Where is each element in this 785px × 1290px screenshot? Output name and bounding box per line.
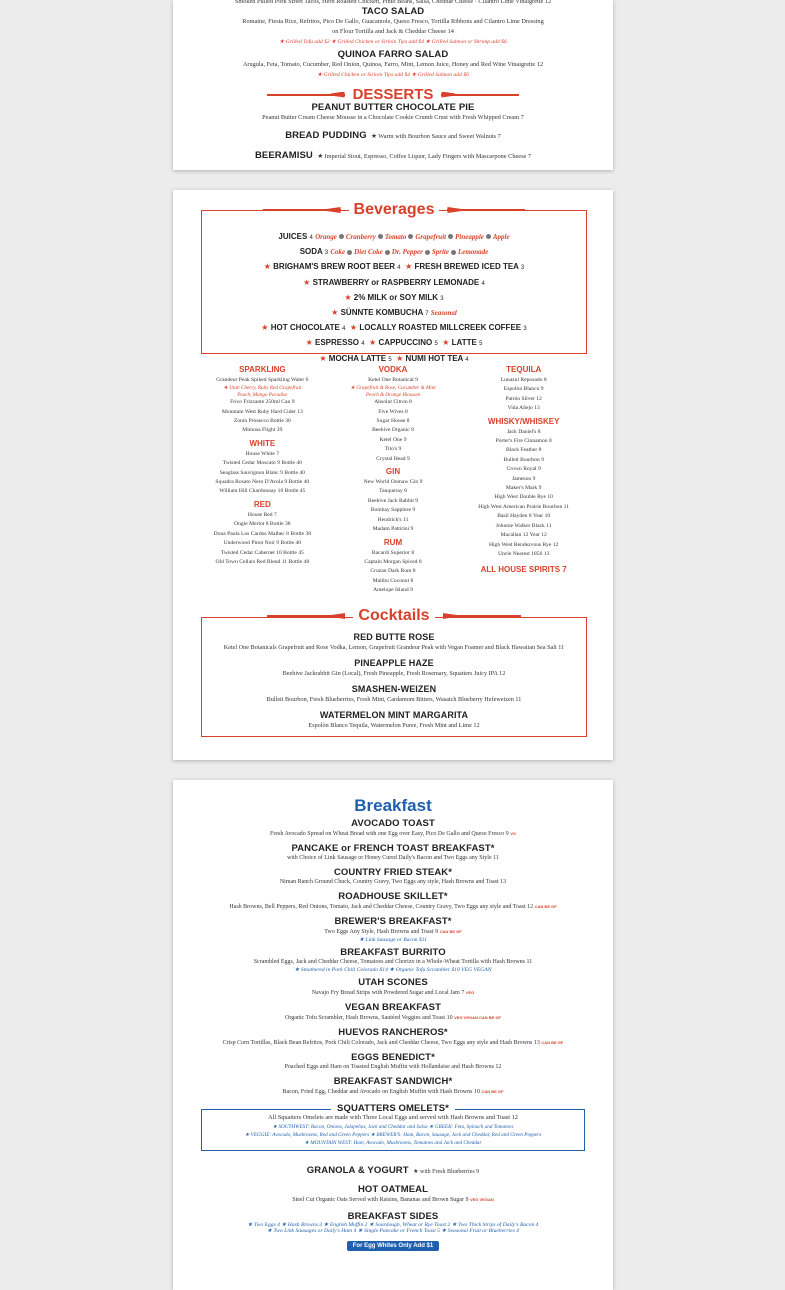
menu-page-salads-desserts [173,0,613,170]
omelets-box [201,1103,585,1151]
cocktail-item [202,632,586,652]
beverage-line [202,336,586,351]
beverage-name: NUMI HOT TEA [405,353,464,363]
column-tequila-whisky [458,362,589,596]
bullet-icon [425,250,430,255]
star-icon: ★ [349,323,358,333]
menu-line: Ketel One Botanical 9 [368,377,418,383]
menu-line: Madam Pattirini 9 [372,526,414,533]
taco-salad-desc2: on Flour Tortilla and Jack & Cheddar Cheese 14 [332,28,454,35]
section-title: RUM [383,537,403,547]
breakfast-item-name: UTAH SCONES [358,977,428,988]
breakfast-item-name: PANCAKE or FRENCH TOAST BREAKFAST* [291,843,495,854]
bullet-icon [486,234,491,239]
breakfast-item [173,916,613,943]
juice-option: Cranberry [345,233,376,241]
breakfast-item-desc: Crisp Corn Tortillas, Black Bean Refritos, Pork Chili Colorado, Jack and Cheddar Cheese, Two Eggs any style and Hash Browns 13 [222,1040,540,1046]
dessert-desc: ★ Warm with Bourbon Sauce and Sweet Walnuts 7 [371,133,501,140]
breakfast-item-desc: Scrambled Eggs, Jack and Cheddar Cheese, Tomatoes and Chorizo in a Whole-Wheat Tortilla with Hash Browns 11 [253,959,533,965]
cocktail-name: RED BUTTE ROSE [353,632,435,642]
menu-line: Ongle Merlot 8 Bottle 38 [234,521,291,528]
breakfast-item [173,1027,613,1048]
breakfast-item-name: GRANOLA & YOGURT [306,1164,409,1176]
juices-line [202,230,586,245]
diet-tag: VEG VEGAN [469,1196,494,1202]
beverage-price: 5 [479,341,483,348]
omelet-options: ★ VEGGIE: Avocado, Mushrooms, Red and Green Peppers ★ BREWER'S: Ham, Bacon, Sausage, Jack and Cheddar, Red and Green Peppers [244,1131,542,1138]
beverage-name: SÜNNTE KOMBUCHA [340,308,423,318]
egg-whites-badge: For Egg Whites Only Add $1 [347,1241,439,1251]
beverage-name: CAPPUCCINO [378,338,433,348]
column-wine [197,362,328,596]
dessert-item [173,125,613,143]
cocktail-name: PINEAPPLE HAZE [354,658,434,668]
star-icon: ★ [405,262,413,272]
beverage-name: BRIGHAM'S BREW ROOT BEER [273,262,396,272]
menu-line: Five Wives 8 [378,408,408,415]
bullet-icon [339,234,344,239]
cocktail-desc: Espolòn Blanco Tequila, Watermelon Puree, Fresh Mint and Lime 12 [308,722,480,729]
menu-line: Seaglass Sauvignon Blanc 9 Bottle 40 [219,469,305,476]
menu-line: Antelope Island 9 [373,587,413,594]
cocktails-box [201,607,587,737]
beverage-name: LOCALLY ROASTED MILLCREEK COFFEE [359,323,522,333]
bullet-icon [451,250,456,255]
breakfast-item-desc: Navajo Fry Bread Strips with Powdered Sugar and Local Jam 7 [311,990,465,996]
beverage-price: 4 [397,265,401,272]
beverage-line [202,306,586,321]
bullet-icon [385,250,390,255]
beverage-price: 4 [361,341,365,348]
dessert-item [173,145,613,163]
section-title: SPARKLING [239,365,286,374]
menu-line: Hendrick's 11 [377,516,409,523]
breakfast-item-desc: with Choice of Link Sausage or Honey Cured Daily's Bacon and Two Eggs any Style 11 [287,855,499,861]
soda-option: Dr. Pepper [391,248,423,257]
dessert-item [173,103,613,123]
beverage-price: 4 [342,326,346,333]
breakfast-item [173,1052,613,1072]
menu-line: Captain Morgan Spiced 8 [364,558,422,565]
star-icon: ★ [303,277,311,287]
dessert-name: BREAD PUDDING [285,130,367,141]
diet-tag: VEG [465,990,475,995]
menu-line: Twisted Cedar Moscato 9 Bottle 40 [222,460,302,467]
star-icon: ★ [331,308,339,318]
diet-tag: CAN BE GF [534,904,557,909]
star-icon: ★ [344,292,352,302]
menu-line: Bacardi Superior 8 [371,549,415,556]
soda-label: SODA [299,247,323,257]
breakfast-sides [173,1211,613,1252]
rule-right [443,615,521,617]
menu-line: Black Feather 8 [505,447,542,454]
breakfast-item-name: AVOCADO TOAST [351,818,435,829]
cocktail-desc: Ketel One Botanicals Grapefruit and Rose Vodka, Lemon, Grapefruit Grandeur Peak with Vegan Foamer and Black Hawaiian Sea Salt 11 [223,644,565,651]
taco-salad-addons: ★ Grilled Tofu add $2 ★ Grilled Chicken or Sirloin Tips add $4 ★ Grilled Salmon or Shrimp add $6 [279,39,507,45]
menu-line: Dona Paula Los Cardos Malbec 8 Bottle 38 [213,530,312,537]
bullet-icon [378,234,383,239]
soda-option: Sprite [431,248,449,257]
menu-line: William Hill Chardonnay 10 Bottle 45 [219,488,306,495]
menu-page-beverages [173,190,613,760]
rule-left [267,615,345,617]
section-title: TEQUILA [506,365,542,374]
breakfast-item [173,1160,613,1178]
section-title: RED [253,499,271,509]
menu-line: Bombay Sapphire 9 [370,507,416,514]
menu-line: Frico Frizzante 250ml Can 9 [230,399,295,406]
dessert-desc: Peanut Butter Cream Cheese Mousse in a Chocolate Cookie Crumb Crust with Fresh Whipped Cream 7 [262,114,524,121]
rule-left [267,94,345,96]
beverage-price: 3 [440,295,444,302]
cut-off-line: Smoked Pulled Pork Street Tacos, Herb Roasted Chicken, Pinto Beans, Salsa, Cheddar Cheese · Cilantro Lime Vinaigrette 12 [234,0,552,5]
menu-line: Zonin Prosecco Bottle 36 [233,418,291,425]
menu-line: Beehive Organic 8 [372,427,414,434]
beverage-line [202,291,586,306]
breakfast-item [173,1184,613,1205]
menu-line: New World Oomaw Gin 9 [363,479,423,486]
beverages-title: Beverages [349,201,440,219]
juices-label: JUICES [278,232,308,241]
breakfast-title: Breakfast [354,796,432,815]
cocktails-header [202,607,586,625]
menu-line: Patrón Silver 12 [505,395,542,402]
star-icon: ★ [263,262,271,272]
breakfast-item [173,818,613,839]
breakfast-item-name: BREAKFAST SANDWICH* [333,1076,453,1087]
addon-line: ★ Utah Cherry, Ruby Red Grapefruit [223,385,302,392]
menu-line: Johnnie Walker Black 11 [495,522,552,529]
diet-tag: VEG VEGAN CAN BE GF [454,1015,502,1020]
star-icon: ★ [261,323,269,333]
diet-tag: CAN BE GF [439,929,462,934]
breakfast-item-addon: ★ Smothered in Pork Chili Colorado $14 ★ Organic Tofu Scrambler $10 VEG VEGAN [294,967,492,973]
section-title: ALL HOUSE SPIRITS 7 [480,565,567,575]
breakfast-item-desc: Niman Ranch Ground Chuck, Country Gravy, Two Eggs any style, Hash Browns and Toast 13 [279,879,507,885]
beverages-box [201,201,587,363]
menu-line: Basil Hayden 8 Year 10 [497,513,551,520]
menu-line: High West American Prairie Bourbon 11 [478,503,570,510]
menu-line: Mountain West Ruby Hard Cider 13 [221,408,303,415]
menu-line: High West Double Rye 10 [494,494,553,501]
menu-line: Espolòn Blanco 9 [503,386,544,393]
beverage-name: ESPRESSO [314,338,359,348]
menu-line: Vida Añejo 13 [507,405,540,412]
menu-line: Malibu Coconut 8 [372,577,414,584]
dessert-name: BEERAMISU [254,150,313,161]
quinoa-salad-addons: ★ Grilled Chicken or Sirloin Tips add $4 ★ Grilled Salmon add $6 [317,72,469,78]
menu-line: Beehive Jack Rabbit 9 [367,497,419,504]
juice-option: Tomato [384,233,407,241]
beverage-line [202,276,586,291]
menu-line: Ketel One 9 [379,436,407,443]
cocktail-desc: Beehive Jackrabbit Gin (Local), Fresh Pineapple, Fresh Rosemary, Squatters Juicy IPA 12 [282,670,506,677]
menu-line: Old Town Cellars Red Blend 11 Bottle 48 [215,558,310,565]
menu-page-breakfast [173,780,613,1290]
breakfast-item-name: HUEVOS RANCHEROS* [338,1027,448,1038]
beverage-name: STRAWBERRY or RASPBERRY LEMONADE [312,277,480,287]
desserts-header [173,86,613,103]
addon-line: Peach, Mango Paradise [237,391,288,398]
section-title: WHISKY/WHISKEY [487,416,560,426]
menu-line: Mimosa Flight 39 [242,427,283,434]
menu-line: House White 7 [245,450,280,457]
star-icon: ★ [369,338,377,348]
menu-line: House Red 7 [247,511,277,518]
beverage-line [202,321,586,336]
breakfast-item [173,977,613,998]
breakfast-item-name: BREWER'S BREAKFAST* [334,916,452,927]
addon-line: ★ Grapefruit & Rose, Cucumber & Mint [350,385,436,392]
breakfast-item-name: VEGAN BREAKFAST [345,1002,441,1013]
beverage-price: 5 [388,356,392,363]
cocktail-item [202,684,586,704]
breakfast-item-desc: Organic Tofu Scrambler, Hash Browns, Sautéed Veggies and Toast 10 [284,1015,453,1021]
menu-line: Squadra Rosato Nero D'Avola 9 Bottle 40 [215,479,310,486]
breakfast-item [173,843,613,863]
section-title: GIN [385,467,401,477]
breakfast-item-desc: Hash Browns, Bell Peppers, Red Onions, Tomato, Jack and Cheddar Cheese, Country Gravy, Two Eggs any style and Toast 12 [229,904,534,910]
menu-line: Underwood Pinot Noir 9 Bottle 40 [223,540,302,547]
breakfast-item-desc: ★ with Fresh Blueberries 9 [413,1168,480,1175]
breakfast-item-name: BREAKFAST BURRITO [340,947,446,958]
beverage-price: 3 [523,326,527,333]
omelet-options: ★ SOUTHWEST: Bacon, Onions, Jalapeños, Jack and Cheddar and Salsa ★ GREEK: Feta, Spinach and Tomatoes [272,1123,514,1130]
star-icon: ★ [319,353,327,363]
sides-line: ★ Two Link Sausages or Daily's Ham 4 ★ Single Pancake or French Toast 5 ★ Seasonal Fruit or Blueberries 4 [267,1227,519,1234]
rule-right [447,209,525,211]
rule-right [441,94,519,96]
beverage-name: MOCHA LATTE [328,353,387,363]
menu-line: Cruzan Dark Rum 8 [370,568,416,575]
menu-line: Uncle Nearest 1856 13 [497,550,550,557]
soda-line [202,245,586,260]
beverage-price: 4 [465,356,469,363]
breakfast-item [173,1076,613,1097]
menu-line: Crystal Head 9 [376,455,410,462]
breakfast-item-name: COUNTRY FRIED STEAK* [333,867,453,878]
soda-price: 3 [324,250,329,257]
menu-line: Grandeur Peak Spiked Sparkling Water 6 [216,377,309,383]
cocktail-item [202,658,586,678]
breakfast-item-addon: ★ Link Sausage or Bacon $11 [359,937,427,943]
bullet-icon [408,234,413,239]
wine-spirits-columns [197,362,589,596]
beverages-list [202,230,586,367]
menu-line: Tanqueray 8 [379,488,407,495]
bullet-icon [347,250,352,255]
juice-option: Pineapple [455,233,484,241]
juice-option: Orange [315,233,337,241]
breakfast-item-desc: Poached Eggs and Ham on Toasted English Muffin with Hollandaise and Hash Browns 12 [284,1064,502,1070]
beverage-name: 2% MILK or SOY MILK [353,292,439,302]
dessert-name: PEANUT BUTTER CHOCOLATE PIE [311,102,475,113]
cocktails-list [202,632,586,736]
rule-left [263,209,341,211]
breakfast-item [173,947,613,973]
breakfast-item [173,867,613,887]
omelets-desc: All Squatters Omelets are made with Three Local Eggs and served with Hash Browns and Toast 12 [268,1114,518,1121]
cocktail-desc: Bulleit Bourbon, Fresh Blueberries, Fresh Mint, Cardamom Bitters, Wasatch Blueberry Hefeweizen 11 [266,696,522,703]
juice-option: Apple [492,233,510,241]
taco-salad-name: TACO SALAD [361,6,425,17]
addon-line: Peach & Orange Blossom [365,391,421,398]
sides-line: ★ Two Eggs 4 ★ Hash Browns 3 ★ English Muffin 2 ★ Sourdough, Wheat or Rye Toast 2 ★ Two Thick Strips of Daily's Bacon 4 [247,1221,539,1228]
dessert-desc: ★ Imperial Stout, Espresso, Coffee Liquor, Lady Fingers with Mascarpone Cheese 7 [317,153,532,160]
diet-tag: CAN BE GF [481,1089,504,1094]
juice-option: Grapefruit [415,233,447,241]
beverage-price: 3 [520,265,525,272]
beverage-name: HOT CHOCOLATE [270,323,340,333]
cocktail-name: SMASHEN-WEIZEN [351,684,437,694]
diet-tag: VG [510,831,516,836]
menu-line: Macallan 12 Year 12 [500,532,547,539]
breakfast-item [173,1002,613,1023]
cocktail-name: WATERMELON MINT MARGARITA [319,710,469,720]
breakfast-item-name: ROADHOUSE SKILLET* [338,891,448,902]
menu-line: Twisted Cedar Cabernet 10 Bottle 45 [220,549,304,556]
menu-line: Tito's 9 [384,446,402,453]
beverage-name: FRESH BREWED ICED TEA [414,262,519,272]
star-icon: ★ [305,338,313,348]
desserts-title: DESSERTS [352,86,434,103]
quinoa-salad-desc: Arugula, Feta, Tomato, Cucumber, Red Onion, Quinoa, Farro, Mint, Lemon Juice, Honey and Red Wine Vinaigrette 12 [242,61,544,68]
menu-line: Bulleit Bourbon 9 [503,456,544,463]
beverage-name: LATTE [451,338,477,348]
breakfast-item-desc: Fresh Avocado Spread on Wheat Bread with one Egg over Easy, Pico De Gallo and Queso Fresco 9 [270,831,509,837]
breakfast-item-name: HOT OATMEAL [357,1183,429,1195]
menu-line: Absolut Citron 8 [374,399,412,406]
taco-salad-desc: Romaine, Fiesta Rice, Refritos, Pico De Gallo, Guacamole, Queso Fresco, Tortilla Ribbons and Cilantro Lime Dressing [242,18,544,25]
quinoa-salad-name: QUINOA FARRO SALAD [337,49,449,60]
beverage-price: 4 [481,280,485,287]
star-icon: ★ [442,338,450,348]
menu-line: Lunazul Reposado 8 [500,377,547,383]
juices-price: 4 [309,235,313,241]
omelet-options: ★ MOUNTAIN WEST: Ham, Avocado, Mushrooms, Tomatoes and Jack and Cheddar [304,1139,482,1146]
breakfast-item-desc: Steel Cut Organic Oats Served with Raisins, Bananas and Brown Sugar 9 [292,1196,469,1203]
diet-tag: CAN BE GF [541,1040,564,1045]
menu-line: Jack Daniel's 8 [506,428,541,435]
star-icon: ★ [396,353,404,363]
breakfast-item [173,891,613,912]
soda-option: Coke [330,248,346,257]
omelets-name: SQUATTERS OMELETS* [331,1103,455,1114]
beverage-note: Seasonal [430,309,457,318]
beverage-line [202,260,586,275]
soda-option: Diet Coke [354,248,383,257]
soda-option: Lemonade [457,248,489,257]
beverage-price: 7 [425,311,429,318]
cocktail-item [202,710,586,730]
menu-line: High West Rendezvous Rye 12 [488,541,559,548]
breakfast-item-desc: Two Eggs Any Style, Hash Browns and Toast 9 [324,929,439,935]
section-title: VODKA [378,365,408,374]
menu-line: Crown Royal 9 [506,466,541,473]
menu-line: Sugar House 8 [376,418,410,425]
cocktails-title: Cocktails [353,607,434,625]
sides-name: BREAKFAST SIDES [347,1210,439,1222]
beverage-price: 5 [434,341,438,348]
section-title: WHITE [249,438,276,448]
column-vodka-gin-rum [328,362,459,596]
menu-line: Porter's Fire Cinnamon 8 [495,438,552,445]
breakfast-item-name: EGGS BENEDICT* [351,1052,435,1063]
beverages-header [202,201,586,219]
breakfast-item-desc: Bacon, Fried Egg, Cheddar and Avocado on English Muffin with Hash Browns 10 [282,1089,480,1095]
bullet-icon [448,234,453,239]
menu-line: Jameson 9 [511,475,536,482]
menu-line: Maker's Mark 9 [505,485,542,492]
